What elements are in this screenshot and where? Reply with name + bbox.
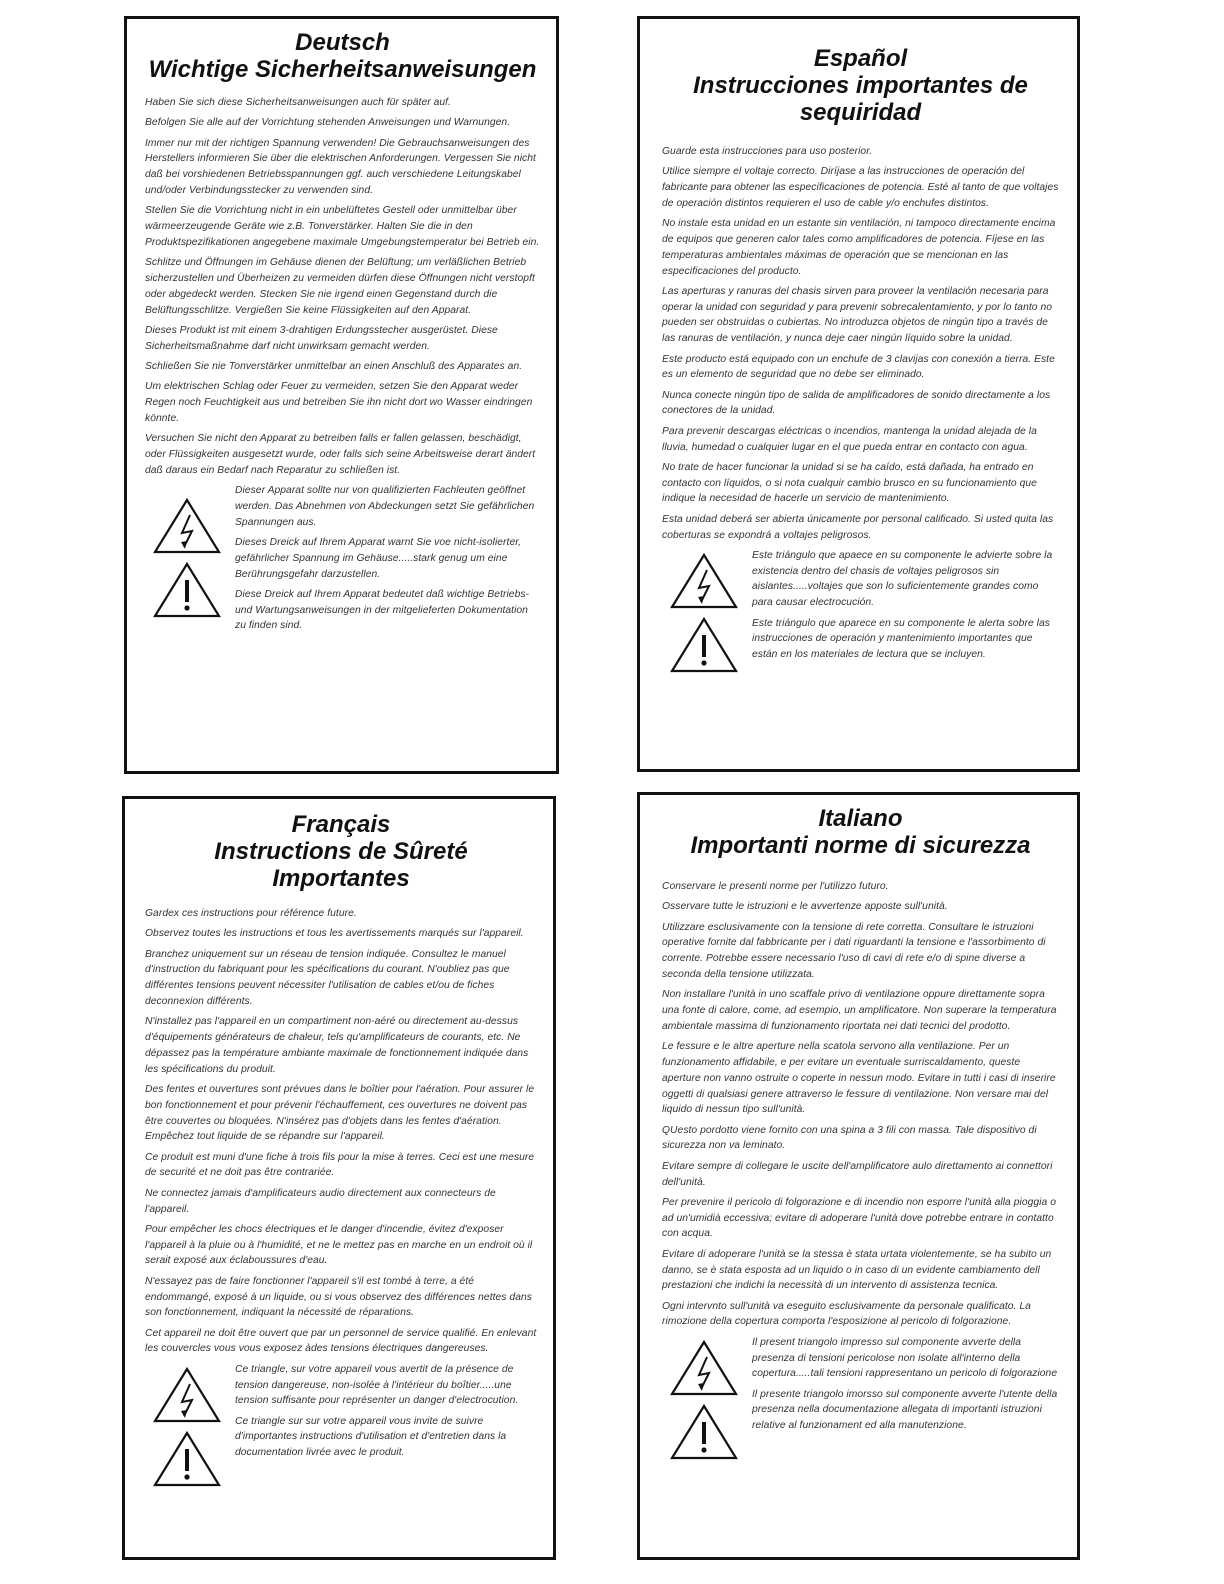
section-title: Importanti norme di sicurezza: [690, 832, 1031, 859]
paragraph: No trate de hacer funcionar la unidad si se ha caído, está dañada, ha entrado en contacto con líquidos, o si nota cualquir cambio brusco en su funcionamiento que indique la necesidad de hacerle un servicio de mantenimiento.: [662, 461, 1037, 505]
section-title: Instrucciones importantes de sequiridad: [693, 72, 1028, 126]
paragraph: Cet appareil ne doit être ouvert que par un personnel de service qualifié. En enlevant les couvercles vous vous exposez àdes tensions électriques dangereuses.: [145, 1327, 537, 1355]
language-heading: Français: [291, 811, 391, 838]
exclamation-triangle-icon: [152, 561, 222, 619]
paragraph: Ne connectez jamais d'amplificateurs audio directement aux connecteurs de l'appareil.: [145, 1187, 496, 1215]
panel-italiano: [637, 792, 1080, 1560]
paragraph: Nunca conecte ningún tipo de salida de amplificadores de sonido directamente a los conectores de la unidad.: [662, 389, 1051, 417]
panel-francais: [122, 796, 556, 1560]
paragraph: Schließen Sie nie Tonverstärker unmittelbar an einen Anschluß des Apparates an.: [145, 360, 523, 372]
warning-text: Dieses Dreick auf Ihrem Apparat warnt Sie voe nicht-isolierter, gefährlicher Spannung im Gehäuse.....stark genug um eine Berührungsgefahr darzustellen.: [235, 536, 522, 580]
warning-block: [145, 1362, 537, 1494]
paragraph: Gardex ces instructions pour référence future.: [145, 908, 357, 919]
section-heading: [145, 811, 537, 892]
paragraph: N'installez pas l'appareil en un compartiment non-aéré ou directement au-dessus d'équipements générateurs de chaleur, tels qu'amplificateurs de courants, etc. Ne dépassez pas la température ambiante maximale de fonctionnement indiquée dans les spécifications du produit.: [145, 1016, 529, 1075]
section-title: Instructions de Sûreté Importantes: [214, 838, 468, 892]
paragraph: Haben Sie sich diese Sicherheitsanweisungen auch für später auf.: [145, 97, 451, 108]
section-heading: [145, 29, 540, 83]
paragraph: Conservare le presenti norme per l'utilizzo futuro.: [662, 881, 889, 892]
paragraph: Dieses Produkt ist mit einem 3-drahtigen Erdungsstecher ausgerüstet. Diese Sicherheitsmaßnahme darf nicht unwirksam gemacht werden.: [145, 324, 498, 352]
paragraph: Esta unidad deberá ser abierta únicamente por personal calificado. Si usted quita las coberturas se expondrá a voltajes peligrosos.: [662, 513, 1054, 541]
paragraph: Este producto está equipado con un enchufe de 3 clavijas con conexión a tierra. Este es un elemento de seguridad que no debe ser eliminado.: [662, 353, 1055, 381]
exclamation-triangle-icon: [669, 616, 739, 674]
lightning-triangle-icon: [152, 497, 222, 555]
warning-text: Il present triangolo impresso sul componente avverte della presenza di tensioni pericolose non isolate all'interno della copertura.....tali tensioni rappresentano un pericolo di folgorazione: [752, 1336, 1058, 1380]
language-heading: Español: [813, 45, 908, 72]
panel-espanol: [637, 16, 1080, 772]
lightning-triangle-icon: [152, 1366, 222, 1424]
paragraph: Ce produit est muni d'une fiche à trois fils pour la mise à terres. Ceci est une mesure de securité et ne doit pas être contrariée.: [145, 1151, 535, 1179]
section-heading: [662, 805, 1059, 859]
paragraph: Evitare sempre di collegare le uscite dell'amplificatore aulo direttamento ai connettori dell'unità.: [662, 1160, 1053, 1188]
paragraph: Osservare tutte le istruzioni e le avvertenze apposte sull'unità.: [662, 901, 948, 913]
paragraph: Versuchen Sie nicht den Apparat zu betreiben falls er fallen gelassen, beschädigt, oder Flüssigkeiten ausgesetzt wurde, oder falls sich seine Arbeitsweise derart ändert daß daraus ein Bedarf nach Reparatur zu schließen ist.: [145, 433, 536, 476]
paragraph: Las aperturas y ranuras del chasis sirven para proveer la ventilación necesaria para operar la unidad con seguridad y para prevenir sobrecalentamiento, y por lo tanto no pueden ser obstruidas o cubiertas. No introduzca objetos de ningún tipo a través de las ranuras de ventilación, y nunca deje caer ningún líquido sobre la unidad.: [662, 285, 1053, 345]
paragraph: Ogni intervnto sull'unità va eseguito esclusivamente da personale qualificato. La rimozione della copertura comporta l'esposizione al pericolo di folgorazione.: [662, 1300, 1031, 1328]
paragraph: Des fentes et ouvertures sont prévues dans le boîtier pour l'aération. Pour assurer le bon fonctionnement et pour prévenir l'échauffement, ces ouvertures ne doivent pas être couvertes ou bloquées. N'insérez pas d'objets dans les fentes d'aération. Empêchez tout liquide de se répandre sur l'appareil.: [145, 1083, 535, 1143]
warning-text: Il presente triangolo imorsso sul componente avverte l'utente della presenza nella documentazione allegata di importanti istruzioni relative al funzionament ed alla manutenzione.: [752, 1388, 1058, 1432]
paragraph: QUesto pordotto viene fornito con una spina a 3 fili con massa. Tale dispositivo di sicurezza non va leminato.: [662, 1124, 1037, 1152]
exclamation-triangle-icon: [669, 1403, 739, 1461]
paragraph: Per prevenire il pericolo di folgorazione e di incendio non esporre l'unità alla pioggia o ad un'umidià eccessiva; evitare di adoperare l'unità dove potrebbe entrare in contatto con acqua.: [662, 1196, 1056, 1240]
paragraph: Stellen Sie die Vorrichtung nicht in ein unbelüftetes Gestell oder unmittelbar über wärmeerzeugende Geräte wie z.B. Tonverstärker. Halten Sie die in den Produktspezifikationen angegebene maximale Umgebungstemperatur bei Betrieb ein.: [145, 205, 540, 248]
section-heading: [662, 45, 1059, 126]
paragraph: Um elektrischen Schlag oder Feuer zu vermeiden, setzen Sie den Apparat weder Regen noch Feuchtigkeit aus und betreiben Sie ihn nicht dort wo Wasser eindringen könnte.: [145, 381, 533, 424]
paragraph: Befolgen Sie alle auf der Vorrichtung stehenden Anweisungen und Warnungen.: [145, 117, 511, 129]
warning-text: Diese Dreick auf Ihrem Apparat bedeutet daß wichtige Betriebs- und Wartungsanweisungen in der mitgelieferten Dokumentation zu finden sind.: [235, 588, 530, 632]
warning-block: [662, 548, 1059, 680]
paragraph: Pour empêcher les chocs électriques et le danger d'incendie, évitez d'exposer l'appareil à la pluie ou à l'humidité, et ne le mettez pas en marche en un endroit où il serait exposé aux éclaboussures d'eau.: [145, 1223, 533, 1267]
section-title: Wichtige Sicherheitsanweisungen: [148, 56, 537, 83]
paragraph: Guarde esta instrucciones para uso posterior.: [662, 146, 873, 157]
language-heading: Italiano: [818, 805, 903, 832]
paragraph: No instale esta unidad en un estante sin ventilación, ni tampoco directamente encima de equipos que generen calor tales como amplificadores de potencia. Fíjese en las temperaturas ambientales máximas de operación que se mencionan en las especificaciones del producto.: [662, 218, 1056, 277]
paragraph: Immer nur mit der richtigen Spannung verwenden! Die Gebrauchsanweisungen des Herstellers informieren Sie über die elektrischen Anforderungen. Vergessen Sie nicht daß bei vorshiedenen Betriebsspannungen ggf. auch verschiedene Leitungskabel und/oder Verbindungsstecker zu verwenden sind.: [145, 137, 536, 196]
warning-block: [662, 1335, 1059, 1467]
paragraph: N'essayez pas de faire fonctionner l'appareil s'il est tombé à terre, a été endommangé, exposé à un liquide, ou si vous observez des différences nettes dans son fonctionnement, indiquant la nécessité de réparations.: [145, 1275, 532, 1319]
warning-text: Este triángulo que apaece en su componente le advierte sobre la existencia dentro del chasis de voltajes peligrosos sin aislantes.....voltajes que son lo suficientemente grandes como para causar electrocución.: [752, 549, 1053, 609]
paragraph: Utilice siempre el voltaje correcto. Diríjase a las instrucciones de operación del fabricante para obtener las especificaciones de potencia. Esté al tanto de que voltajes de operación distintos requieren el uso de cable y/o enchufes distintos.: [662, 166, 1059, 209]
warning-text: Ce triangle, sur votre appareil vous avertit de la présence de tension dangereuse, non-isolée à l'intérieur du boîtier.....une tension suffisante pour représenter un danger d'electrocution.: [235, 1363, 519, 1407]
warning-block: [145, 483, 540, 639]
paragraph: Branchez uniquement sur un réseau de tension indiquée. Consultez le manuel d'instruction du fabriquant pour les spécifications du courant. N'oubliez pas que différentes tensions peuvent nécessiter l'utilisation de cables et/ou de fiches deconnexion différents.: [145, 948, 510, 1007]
warning-text: Ce triangle sur sur votre appareil vous invite de suivre d'importantes instructions d'utilisation et d'entretien dans la documentation livrée avec le produit.: [235, 1415, 507, 1459]
warning-text: Este triángulo que aparece en su componente le alerta sobre las instrucciones de operación y mantenimiento importantes que están en los materiales de lectura que se incluyen.: [752, 617, 1050, 661]
paragraph: Evitare di adoperare l'unità se la stessa è stata urtata violentemente, se ha subito un danno, se è stata esposta ad un liquido o in caso di un evidente cambiamento dell prestazioni che indichi la necessità di un intervento di assistenza tecnica.: [662, 1248, 1052, 1292]
warning-text: Dieser Apparat sollte nur von qualifizierten Fachleuten geöffnet werden. Das Abnehmen von Abdeckungen setzt Sie gefährlichen Spannungen aus.: [235, 485, 535, 528]
paragraph: Para prevenir descargas eléctricas o incendios, mantenga la unidad alejada de la lluvia, humedad o cualquier lugar en el que pueda entrar en contacto con agua.: [662, 425, 1037, 453]
exclamation-triangle-icon: [152, 1430, 222, 1488]
paragraph: Schlitze und Öffnungen im Gehäuse dienen der Belüftung; um verläßlichen Betrieb sicherzustellen und Überheizen zu vermeiden dürfen diese Öffnungen nicht verstopft oder abgedeckt werden. Stecken Sie nie irgend einen Gegenstand durch die Belüftungsschlitze. Vergießen Sie keine Flüssigkeiten auf den Apparat.: [145, 257, 535, 316]
paragraph: Le fessure e le altre aperture nella scatola servono alla ventilazione. Per un funzionamento affidabile, e per evitare un eventuale surriscaldamento, queste aperture non vanno ostruite o coperte in nessun modo. Evitare in tutti i casi di inserire oggetti di qualsiasi genere attraverso le fessure di ventilazione. Non versare mai del liquido di nessun tipo sull'unità.: [662, 1041, 1056, 1116]
paragraph: Observez toutes les instructions et tous les avertissements marqués sur l'appareil.: [145, 928, 524, 940]
language-heading: Deutsch: [295, 29, 390, 56]
lightning-triangle-icon: [669, 1339, 739, 1397]
lightning-triangle-icon: [669, 552, 739, 610]
paragraph: Non installare l'unità in uno scaffale privo di ventilazione oppure direttamente sopra una fonte di calore, come, ad esempio, un amplificatore. Non superare la temperatura ambientale massima di funzionamento riportata nei dati tecnici del prodotto.: [662, 989, 1057, 1032]
paragraph: Utilizzare esclusivamente con la tensione di rete corretta. Consultare le istruzioni operative fornite dal fabbricante per i dati riguardanti la tensione e l'assorbimento di corrente. Potrebbe essere necessario l'uso di cavi di rete e/o di spine diverse a seconda della tensione utilizzata.: [662, 921, 1046, 980]
panel-deutsch: [124, 16, 559, 774]
